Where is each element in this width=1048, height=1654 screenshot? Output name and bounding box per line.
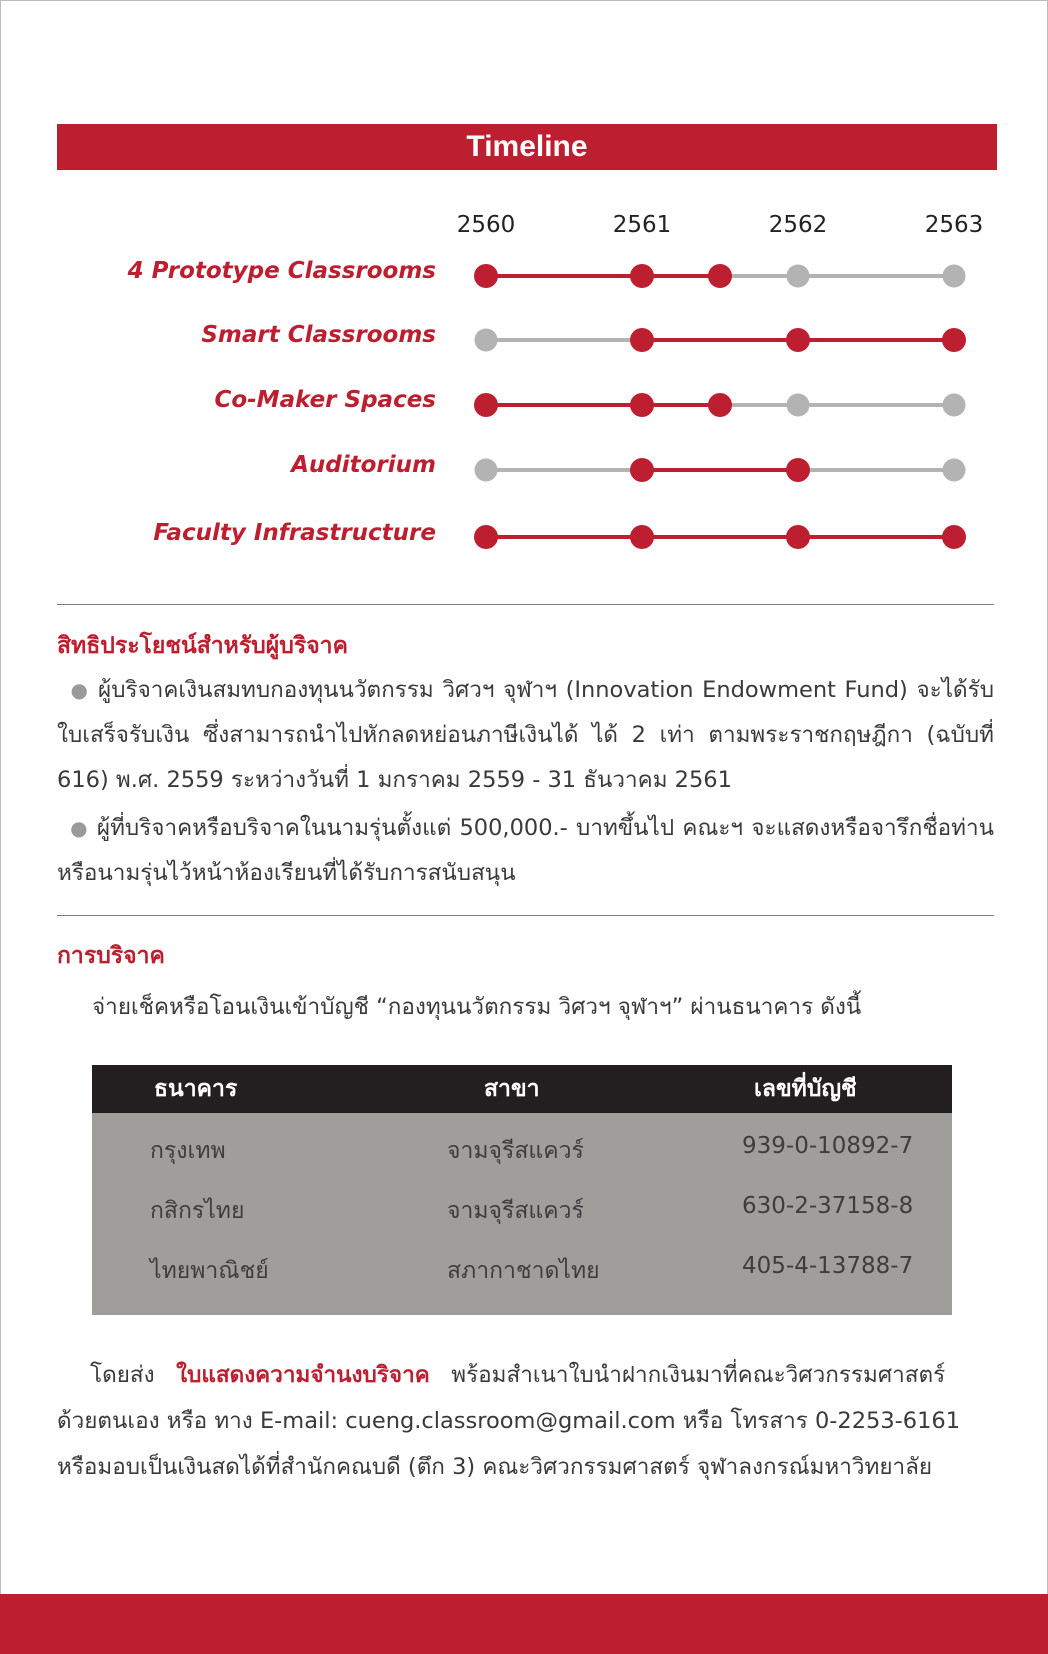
branch-cell: จามจุรีสแควร์: [447, 1138, 584, 1164]
donation-title: การบริจาค: [57, 943, 165, 969]
benefit-text-2: ผู้ที่บริจาคหรือบริจาคในนามรุ่นตั้งแต่ 500,000.- บาทขึ้นไป คณะฯ จะแสดงหรือจารึกชื่อท่านหรือนามรุ่นไว้หน้าห้องเรียนที่ได้รับการสนับสนุน: [57, 815, 994, 886]
donation-intro: จ่ายเช็คหรือโอนเงินเข้าบัญชี “กองทุนนวัตกรรม วิศวฯ จุฬาฯ” ผ่านธนาคาร ดังนี้: [92, 994, 862, 1020]
bank-cell: ไทยพาณิชย์: [150, 1258, 269, 1284]
timeline-milestone-active: [630, 458, 654, 482]
timeline-row: [474, 393, 966, 417]
divider: [57, 604, 994, 605]
closing-line-2: ด้วยตนเอง หรือ ทาง E-mail: cueng.classroom@gmail.com หรือ โทรสาร 0-2253-6161: [57, 1408, 961, 1434]
timeline-milestone-active: [786, 458, 810, 482]
bank-cell: กรุงเทพ: [150, 1138, 226, 1164]
timeline-milestone-inactive: [787, 265, 810, 288]
timeline-chart: [0, 240, 1048, 560]
closing-prefix: โดยส่ง: [90, 1362, 155, 1388]
divider: [57, 915, 994, 916]
account-cell: 630-2-37158-8: [742, 1193, 914, 1219]
header-account-number: เลขที่บัญชี: [754, 1076, 857, 1102]
bank-cell: กสิกรไทย: [150, 1198, 245, 1224]
year-label: 2562: [768, 212, 828, 238]
timeline-milestone-active: [474, 393, 498, 417]
benefit-paragraph-1: [57, 668, 994, 803]
closing-line-1: [57, 1352, 994, 1398]
benefits-title: สิทธิประโยชน์สำหรับผู้บริจาค: [57, 633, 348, 659]
row-label-co-maker-spaces: Co-Maker Spaces: [214, 387, 436, 413]
year-label: 2561: [612, 212, 672, 238]
timeline-header: Timeline: [57, 124, 997, 170]
bank-table-header: [92, 1065, 952, 1113]
bank-table: [92, 1065, 952, 1315]
row-label-prototype-classrooms: 4 Prototype Classrooms: [127, 258, 436, 284]
timeline-milestone-inactive: [787, 394, 810, 417]
timeline-milestone-inactive: [475, 459, 498, 482]
timeline-milestone-active: [474, 525, 498, 549]
footer-bar: [0, 1594, 1048, 1654]
branch-cell: จามจุรีสแควร์: [447, 1198, 584, 1224]
timeline-milestone-active: [630, 328, 654, 352]
timeline-milestone-inactive: [943, 394, 966, 417]
row-label-auditorium: Auditorium: [291, 452, 436, 478]
year-label: 2563: [924, 212, 984, 238]
timeline-milestone-active: [630, 525, 654, 549]
bullet-icon: ●: [69, 678, 90, 702]
pledge-form-highlight: ใบแสดงความจำนงบริจาค: [176, 1362, 430, 1388]
timeline-milestone-active: [942, 525, 966, 549]
row-label-smart-classrooms: Smart Classrooms: [201, 322, 436, 348]
account-cell: 939-0-10892-7: [742, 1133, 914, 1159]
account-cell: 405-4-13788-7: [742, 1253, 914, 1279]
bullet-icon: ●: [69, 816, 89, 840]
timeline-milestone-active: [708, 264, 732, 288]
header-bank: ธนาคาร: [154, 1076, 238, 1102]
timeline-milestone-inactive: [943, 459, 966, 482]
benefit-text-1: ผู้บริจาคเงินสมทบกองทุนนวัตกรรม วิศวฯ จุฬาฯ (Innovation Endowment Fund) จะได้รับใบเสร็จรับเงิน ซึ่งสามารถนำไปหักลดหย่อนภาษีเงินได้ ได้ 2 เท่า ตามพระราชกฤษฎีกา (ฉบับที่ 616) พ.ศ. 2559 ระหว่างวันที่ 1 มกราคม 2559 - 31 ธันวาคม 2561: [57, 677, 995, 793]
timeline-milestone-active: [630, 393, 654, 417]
timeline-milestone-inactive: [943, 265, 966, 288]
timeline-milestone-active: [786, 328, 810, 352]
closing-line-3: หรือมอบเป็นเงินสดได้ที่สำนักคณบดี (ตึก 3) คณะวิศวกรรมศาสตร์ จุฬาลงกรณ์มหาวิทยาลัย: [57, 1454, 933, 1480]
timeline-row: [474, 264, 966, 288]
timeline-milestone-active: [786, 525, 810, 549]
closing-suffix: พร้อมสำเนาใบนำฝากเงินมาที่คณะวิศวกรรมศาสตร์: [451, 1362, 946, 1388]
timeline-milestone-active: [942, 328, 966, 352]
timeline-row: [475, 328, 967, 352]
row-label-faculty-infrastructure: Faculty Infrastructure: [153, 520, 436, 546]
timeline-row: [475, 458, 966, 482]
benefit-paragraph-2: [57, 806, 994, 896]
timeline-milestone-active: [474, 264, 498, 288]
branch-cell: สภากาชาดไทย: [447, 1258, 600, 1284]
timeline-row: [474, 525, 966, 549]
timeline-milestone-inactive: [475, 329, 498, 352]
timeline-milestone-active: [708, 393, 732, 417]
timeline-milestone-active: [630, 264, 654, 288]
year-label: 2560: [456, 212, 516, 238]
header-branch: สาขา: [484, 1076, 540, 1102]
